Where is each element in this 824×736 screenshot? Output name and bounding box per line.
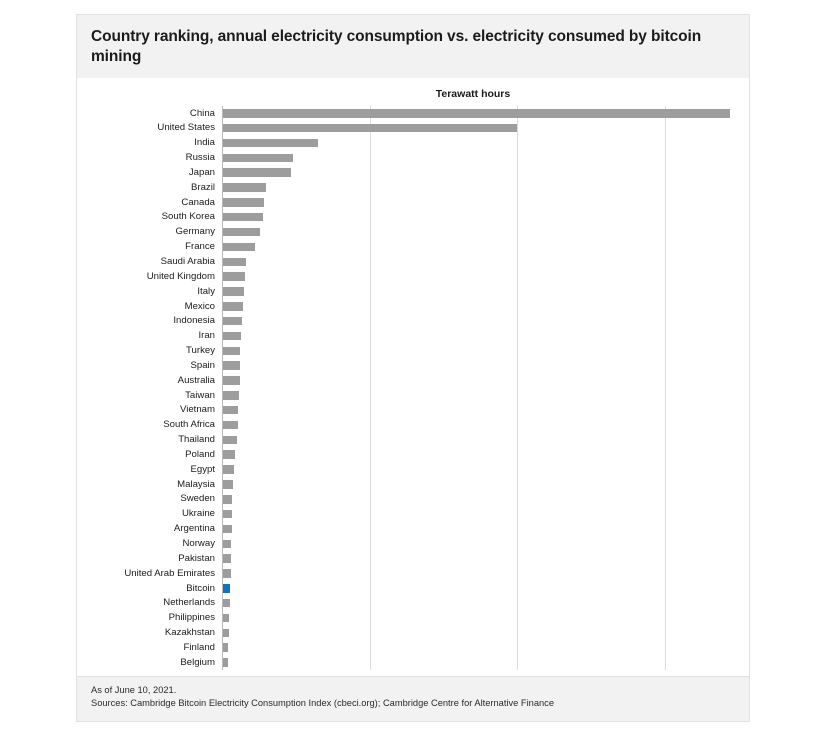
bar-label: France (185, 241, 215, 253)
bar-track (222, 551, 739, 566)
bar-label: Russia (185, 152, 215, 164)
bar-label: Australia (177, 374, 215, 386)
bar-row (87, 596, 739, 611)
bar-label: Finland (183, 641, 215, 653)
bar-label: Taiwan (185, 389, 215, 401)
bar-track (222, 225, 739, 240)
bar (222, 139, 318, 148)
bar-label: Malaysia (177, 478, 215, 490)
bar-track (222, 254, 739, 269)
bar-row (87, 640, 739, 655)
bar-label: Spain (190, 359, 215, 371)
bar (222, 302, 243, 311)
bar-label: Ukraine (181, 508, 215, 520)
bar (222, 183, 266, 192)
bar-label: Brazil (191, 181, 215, 193)
bar-track (222, 462, 739, 477)
bar-row (87, 343, 739, 358)
bar (222, 614, 229, 623)
bar-track (222, 284, 739, 299)
bar-label: China (189, 107, 215, 119)
bar-track (222, 655, 739, 670)
bar-row (87, 284, 739, 299)
bar-row (87, 314, 739, 329)
bar-label: Sweden (180, 493, 215, 505)
bar-label: South Africa (163, 419, 215, 431)
bar-chart (87, 106, 739, 670)
bar-row (87, 240, 739, 255)
bar-row (87, 611, 739, 626)
bar-label: United Arab Emirates (124, 567, 215, 579)
bar-row (87, 447, 739, 462)
bar-track (222, 121, 739, 136)
bar (222, 109, 730, 118)
chart-card-header (77, 15, 749, 78)
bar (222, 361, 240, 370)
bar-track (222, 596, 739, 611)
bar-track (222, 522, 739, 537)
bar (222, 287, 244, 296)
bar-label: Netherlands (163, 597, 215, 609)
bar-label: Bitcoin (186, 582, 215, 594)
bar (222, 569, 231, 578)
bar-label: Japan (188, 166, 215, 178)
bar-label: Egypt (190, 463, 215, 475)
bar (222, 510, 232, 519)
bar-row (87, 492, 739, 507)
as-of-text: As of June 10, 2021. (91, 684, 177, 695)
bar-label: India (194, 137, 215, 149)
x-axis-title: Terawatt hours (435, 87, 511, 100)
chart-plot-area (77, 78, 749, 676)
bar (222, 406, 238, 415)
bar-track (222, 507, 739, 522)
bar-track (222, 358, 739, 373)
bar (222, 436, 237, 445)
bar-label: Mexico (184, 300, 215, 312)
bar-track (222, 299, 739, 314)
bar-label: Belgium (180, 656, 215, 668)
bar (222, 198, 264, 207)
bar-row (87, 566, 739, 581)
bar-row (87, 655, 739, 670)
bar-label: Kazakhstan (164, 627, 215, 639)
bar-label: Philippines (168, 612, 215, 624)
bar (222, 272, 245, 281)
bar-row (87, 136, 739, 151)
bar-label: Indonesia (173, 315, 215, 327)
bar (222, 421, 238, 430)
bar-row (87, 418, 739, 433)
bar-row (87, 581, 739, 596)
bar-track (222, 343, 739, 358)
bar-row (87, 625, 739, 640)
bar (222, 540, 231, 549)
bar-track (222, 180, 739, 195)
bar-label: Thailand (178, 434, 215, 446)
y-axis-line (222, 106, 223, 670)
bar-label: Poland (185, 448, 215, 460)
bar (222, 168, 291, 177)
bar-row (87, 210, 739, 225)
bar-row (87, 373, 739, 388)
bar-row (87, 388, 739, 403)
bar-row (87, 462, 739, 477)
bar (222, 243, 255, 252)
bar-label: Saudi Arabia (160, 255, 215, 267)
bar (222, 332, 241, 341)
bar-label: United States (157, 122, 215, 134)
bar-track (222, 373, 739, 388)
bar-row (87, 329, 739, 344)
bar-track (222, 269, 739, 284)
bar-row (87, 269, 739, 284)
bar-track (222, 432, 739, 447)
bar-label: Turkey (186, 345, 215, 357)
bar-label: Norway (182, 538, 215, 549)
bar-row (87, 195, 739, 210)
bar-label: Pakistan (178, 552, 215, 564)
bar (222, 154, 293, 163)
bar (222, 124, 517, 133)
bar-track (222, 566, 739, 581)
bar-track (222, 611, 739, 626)
bar-label: Germany (175, 226, 215, 238)
bar-rows (87, 106, 739, 670)
bar-row (87, 165, 739, 180)
bar-row (87, 121, 739, 136)
bar-row (87, 358, 739, 373)
bar-row (87, 299, 739, 314)
bar (222, 450, 235, 459)
bar-track (222, 625, 739, 640)
bar-track (222, 165, 739, 180)
bar-row (87, 536, 739, 551)
bar-row (87, 507, 739, 522)
bar-track (222, 210, 739, 225)
bar-track (222, 536, 739, 551)
bar-row (87, 254, 739, 269)
page-title: Country ranking, annual electricity consumption vs. electricity consumed by bitcoin mining (91, 28, 702, 66)
bar-track (222, 403, 739, 418)
bar (222, 347, 240, 356)
bar-track (222, 477, 739, 492)
chart-card-footer (77, 676, 749, 721)
bar-label: Argentina (173, 523, 215, 535)
bar (222, 317, 242, 326)
bar (222, 495, 232, 504)
bar-row (87, 106, 739, 121)
bar (222, 376, 240, 385)
bar (222, 258, 246, 267)
bar-row (87, 432, 739, 447)
bar-track (222, 388, 739, 403)
bar-track (222, 240, 739, 255)
bar-track (222, 329, 739, 344)
bar-row (87, 551, 739, 566)
bar-row (87, 180, 739, 195)
bar (222, 480, 233, 489)
bar-label: Canada (181, 196, 215, 208)
bar-track (222, 106, 739, 121)
bar-track (222, 492, 739, 507)
bar (222, 228, 260, 237)
bar (222, 525, 232, 534)
bar-track (222, 640, 739, 655)
bar (222, 599, 230, 608)
bar (222, 554, 231, 563)
bar (222, 629, 229, 638)
bar-label: Iran (198, 330, 215, 342)
bar-track (222, 314, 739, 329)
chart-card (76, 14, 750, 722)
bar-track (222, 447, 739, 462)
bar-label: United Kingdom (146, 270, 215, 282)
bar-label: Vietnam (179, 404, 215, 416)
bar-row (87, 477, 739, 492)
bar-track (222, 418, 739, 433)
bar-row (87, 403, 739, 418)
bar-track (222, 581, 739, 596)
bar-track (222, 195, 739, 210)
bar-track (222, 136, 739, 151)
bar (222, 465, 234, 474)
bar-label: Italy (197, 285, 215, 297)
bar-row (87, 150, 739, 165)
bar (222, 213, 263, 222)
bar-row (87, 225, 739, 240)
bar-highlight (222, 584, 230, 593)
bar-row (87, 522, 739, 537)
sources-text: Sources: Cambridge Bitcoin Electricity Consumption Index (cbeci.org); Cambridge Centre for Alternative Finance (91, 698, 554, 709)
bar-track (222, 150, 739, 165)
bar-label: South Korea (161, 211, 215, 223)
bar (222, 391, 239, 400)
